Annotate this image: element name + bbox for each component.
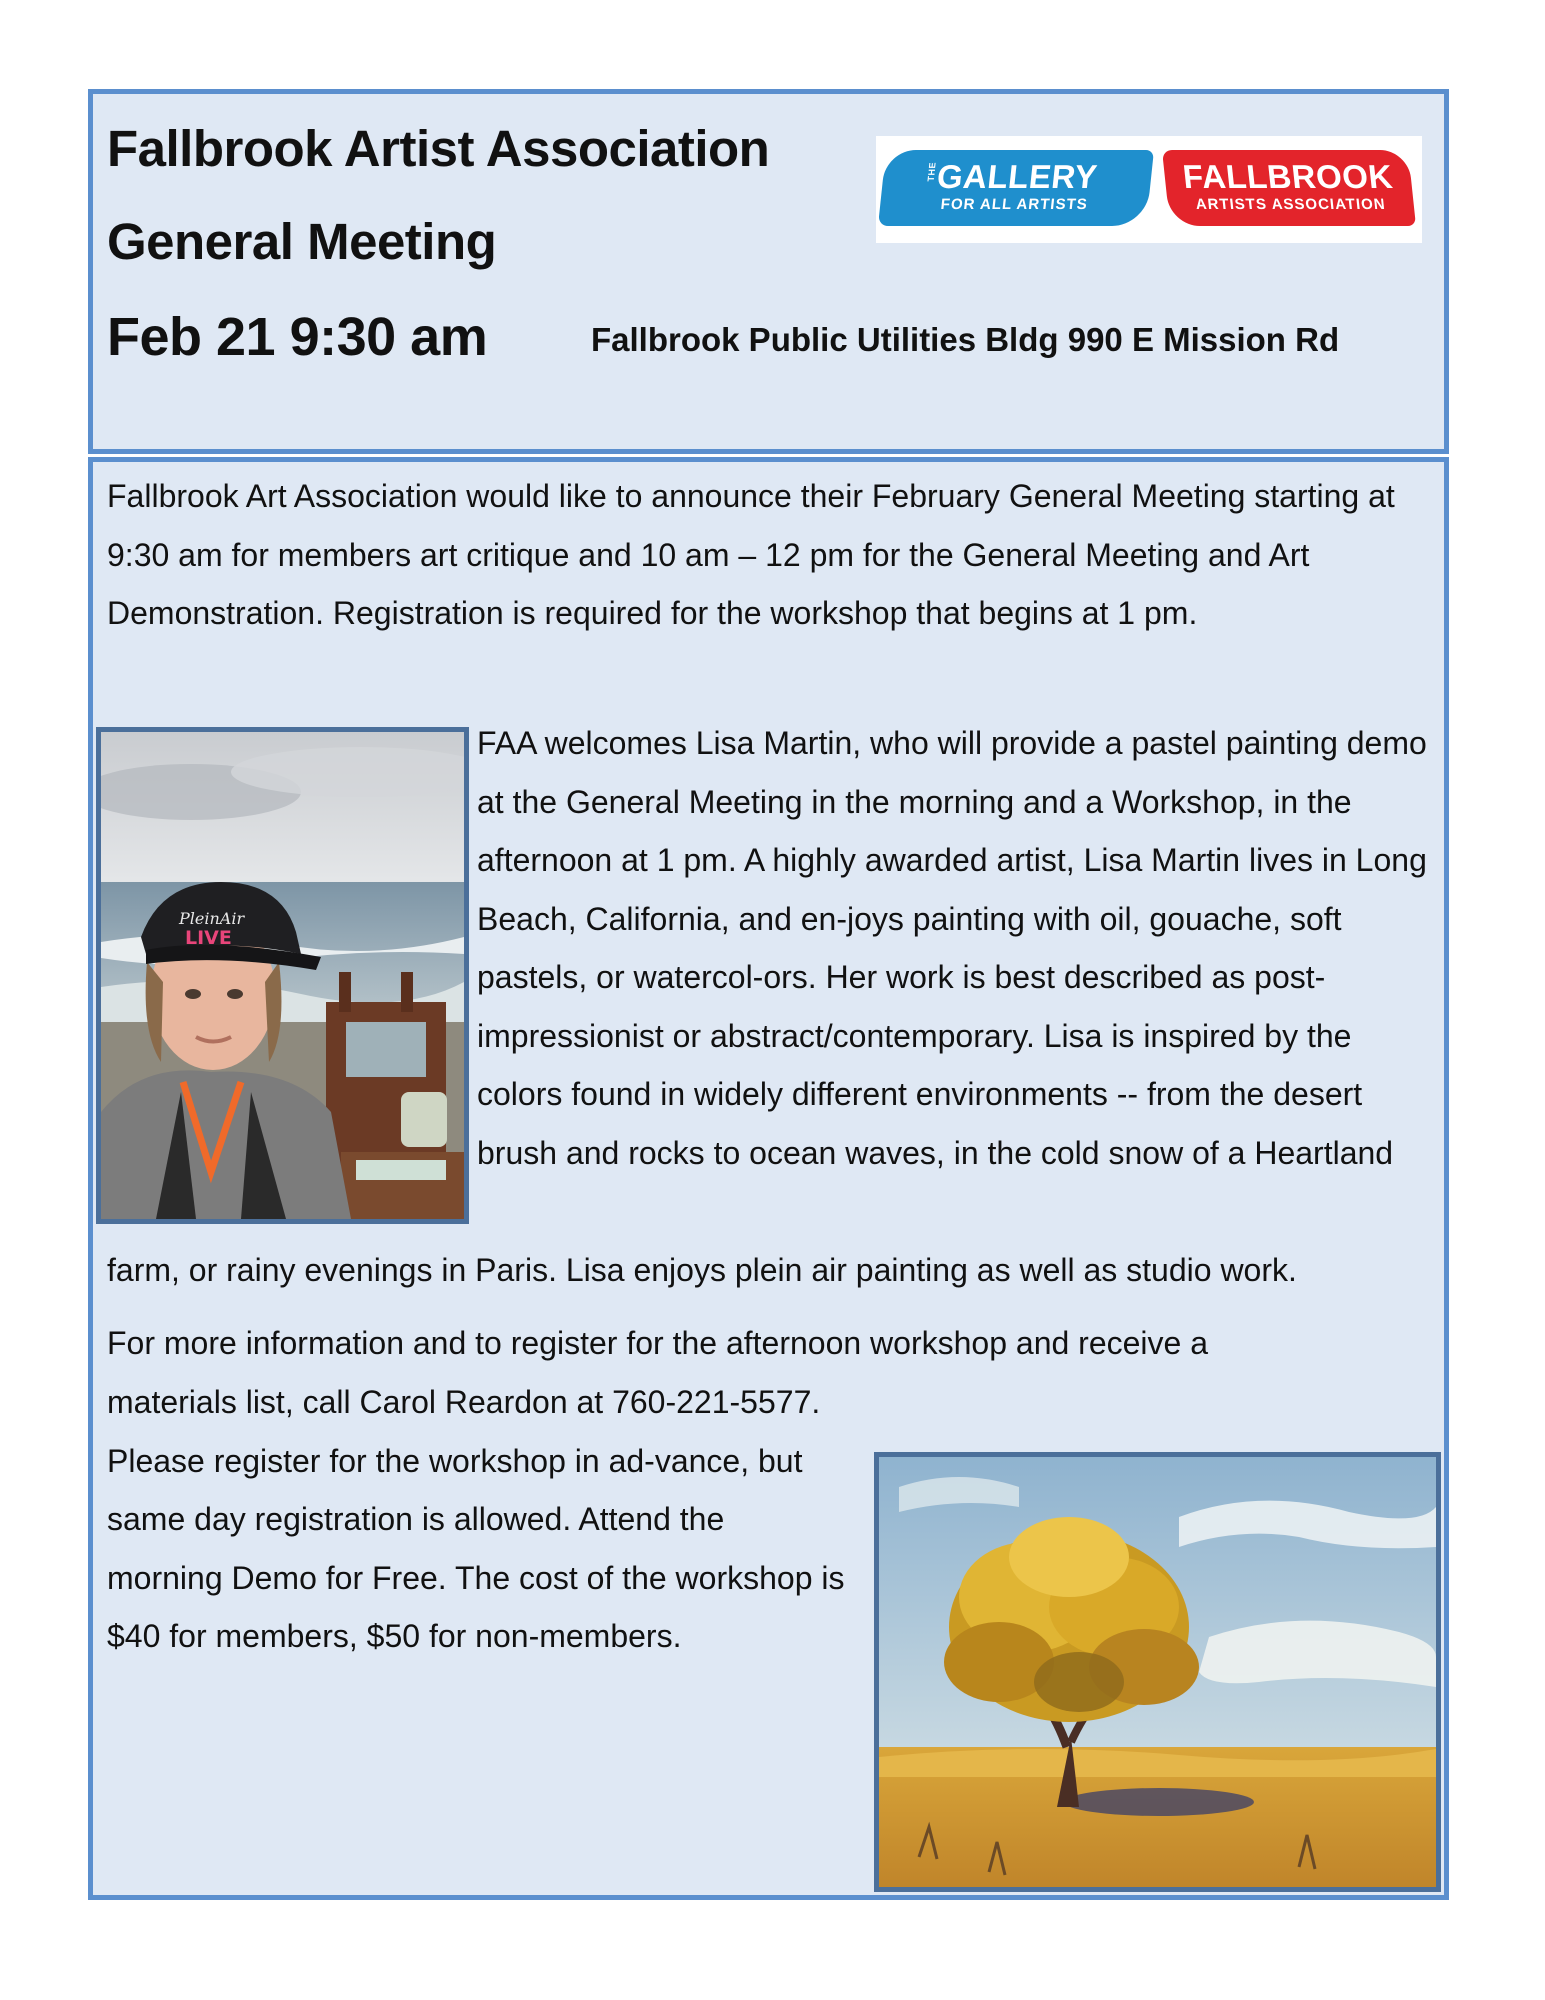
artist-portrait-illustration — [101, 732, 464, 1219]
faa-logo-title: FALLBROOK — [1180, 158, 1395, 195]
cap-logo-text: PleinAir — [179, 909, 245, 928]
artist-bio-paragraph: FAA welcomes Lisa Martin, who will provide a pastel painting demo at the General Meeting in the morning and a Workshop, in the afternoon at 1 pm. A highly awarded artist, Lisa Martin lives in Long Beach, California, and en-joys painting with oil, gouache, soft pastels, or watercol-ors. Her work is best described as post-impressionist or abstract/contemporary. Lisa is inspired by the colors found in widely different environments -- from the desert brush and rocks to ocean waves, in the cold snow of a Heartland — [477, 725, 1427, 1171]
registration-paragraph-details: materials list, call Carol Reardon at 760-221-5577. Please register for the workshop in ad-vance, but same day registration is allowed. Attend the morning Demo for Free. The cost of the workshop is $40 for members, $50 for non-members. — [107, 1384, 845, 1654]
event-location: Fallbrook Public Utilities Bldg 990 E Mission Rd — [591, 321, 1340, 358]
cap-logo-live: LIVE — [185, 927, 232, 949]
faa-logo — [1162, 150, 1416, 226]
tree-painting-illustration — [879, 1457, 1436, 1887]
artist-portrait-photo — [96, 727, 469, 1224]
tree-painting-image — [874, 1452, 1441, 1892]
registration-paragraph: For more information and to register for the afternoon workshop and receive a — [107, 1325, 1209, 1361]
gallery-logo-the: THE — [925, 162, 938, 182]
header-panel — [88, 89, 1449, 454]
announcement-paragraph: Fallbrook Art Association would like to announce their February General Meeting starting at 9:30 am for members art critique and 10 am – 12 pm for the General Meeting and Art Demonstration. Registration is required for the workshop that begins at 1 pm. — [107, 478, 1395, 631]
body-panel — [88, 457, 1449, 1900]
artist-bio-paragraph-end: farm, or rainy evenings in Paris. Lisa enjoys plein air painting as well as studio work. — [107, 1252, 1297, 1288]
page-subtitle: General Meeting — [107, 213, 497, 270]
gallery-logo — [878, 150, 1154, 226]
page-title: Fallbrook Artist Association — [107, 120, 770, 177]
sponsor-logos — [876, 136, 1422, 243]
gallery-logo-subtitle: FOR ALL ARTISTS — [939, 196, 1089, 213]
gallery-logo-title: GALLERY — [935, 158, 1100, 195]
event-date-time: Feb 21 9:30 am — [107, 307, 488, 367]
faa-logo-subtitle: ARTISTS ASSOCIATION — [1194, 196, 1387, 213]
